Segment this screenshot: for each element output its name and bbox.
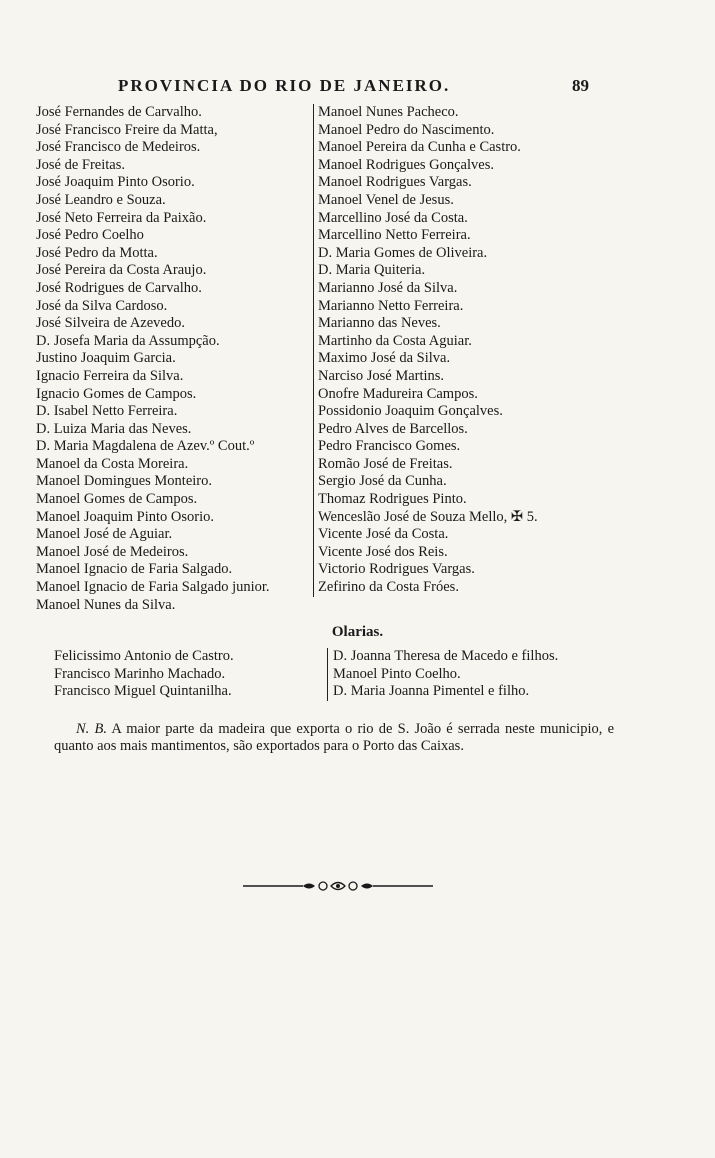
list-item: D. Maria Magdalena de Azev.º Cout.º — [36, 438, 255, 455]
list-item: Zefirino da Costa Fróes. — [318, 579, 459, 596]
list-item: Manoel Ignacio de Faria Salgado. — [36, 561, 233, 578]
list-item: Wenceslão José de Souza Mello, ✠ 5. — [318, 508, 538, 525]
list-item: Francisco Miguel Quintanilha. — [54, 683, 232, 700]
list-item: Pedro Francisco Gomes. — [318, 438, 461, 455]
list-item: Manoel da Costa Moreira. — [36, 455, 189, 472]
list-item: José Francisco Freire da Matta, — [36, 121, 218, 138]
list-item: Sergio José da Cunha. — [318, 473, 447, 490]
list-item: Manoel Venel de Jesus. — [318, 191, 454, 208]
list-item: Narciso José Martins. — [318, 367, 445, 384]
list-item: Manoel Ignacio de Faria Salgado junior. — [36, 579, 270, 596]
list-item: D. Maria Quiteria. — [318, 262, 426, 279]
list-item: José Joaquim Pinto Osorio. — [36, 174, 195, 191]
list-item: D. Josefa Maria da Assumpção. — [36, 332, 220, 349]
list-item: José Silveira de Azevedo. — [36, 315, 185, 332]
list-item: Vicente José dos Reis. — [318, 543, 448, 560]
list-item: José Pereira da Costa Araujo. — [36, 262, 207, 279]
list-item: Manoel Nunes da Silva. — [36, 596, 176, 613]
list-item: José Pedro da Motta. — [36, 244, 158, 261]
list-item: Possidonio Joaquim Gonçalves. — [318, 403, 503, 420]
list-item: Victorio Rodrigues Vargas. — [318, 561, 475, 578]
list-item: Manoel Joaquim Pinto Osorio. — [36, 508, 215, 525]
ornamental-rule-icon — [243, 878, 433, 894]
running-head — [0, 76, 715, 100]
names-left-column — [36, 104, 312, 614]
list-item: Francisco Marinho Machado. — [54, 665, 226, 682]
list-item: Maximo José da Silva. — [318, 350, 451, 367]
page-number: 89 — [572, 76, 589, 95]
list-item: Justino Joaquim Garcia. — [36, 350, 176, 367]
list-item: Martinho da Costa Aguiar. — [318, 332, 472, 349]
list-item: José de Freitas. — [36, 156, 125, 173]
list-item: José Pedro Coelho — [36, 227, 144, 244]
list-item: Manoel José de Aguiar. — [36, 526, 173, 543]
list-item: José Leandro e Souza. — [36, 191, 166, 208]
nota-bene-label: N. B. — [76, 720, 107, 737]
list-item: D. Luiza Maria das Neves. — [36, 420, 192, 437]
list-item: Manoel Nunes Pacheco. — [318, 104, 459, 120]
list-item: José Neto Ferreira da Paixão. — [36, 209, 207, 226]
list-item: Ignacio Ferreira da Silva. — [36, 367, 184, 384]
list-item: José Francisco de Medeiros. — [36, 139, 201, 156]
list-item: Manoel Pinto Coelho. — [333, 665, 461, 682]
list-item: D. Maria Gomes de Oliveira. — [318, 244, 488, 261]
list-item: Manoel Gomes de Campos. — [36, 491, 198, 508]
list-item: D. Isabel Netto Ferreira. — [36, 403, 178, 420]
list-item: Romão José de Freitas. — [318, 455, 453, 472]
olarias-right-column — [327, 648, 623, 701]
list-item: Manoel Rodrigues Gonçalves. — [318, 156, 494, 173]
list-item: Manoel Domingues Monteiro. — [36, 473, 212, 490]
list-item: Manoel Pedro do Nascimento. — [318, 121, 495, 138]
list-item: Felicissimo Antonio de Castro. — [54, 648, 234, 664]
list-item: José Rodrigues de Carvalho. — [36, 279, 202, 296]
nota-bene-text: A maior parte da madeira que exporta o rio de S. João é serrada neste municipio, e quanto aos mais mantimentos, são exportados para o Porto das Caixas. — [54, 720, 615, 755]
list-item: Pedro Alves de Barcellos. — [318, 420, 468, 437]
list-item: Manoel Rodrigues Vargas. — [318, 174, 472, 191]
olarias-heading: Olarias. — [331, 624, 384, 640]
list-item: Marianno José da Silva. — [318, 279, 458, 296]
list-item: Ignacio Gomes de Campos. — [36, 385, 197, 402]
list-item: Marcellino José da Costa. — [318, 209, 468, 226]
list-item: José Fernandes de Carvalho. — [36, 104, 202, 120]
list-item: José da Silva Cardoso. — [36, 297, 168, 314]
list-item: Onofre Madureira Campos. — [318, 385, 478, 402]
list-item: Marianno Netto Ferreira. — [318, 297, 464, 314]
olarias-left-column — [54, 648, 324, 701]
list-item: Marcellino Netto Ferreira. — [318, 227, 471, 244]
list-item: Vicente José da Costa. — [318, 526, 449, 543]
list-item: D. Joanna Theresa de Macedo e filhos. — [333, 648, 559, 664]
names-right-column — [313, 104, 608, 597]
list-item: Thomaz Rodrigues Pinto. — [318, 491, 467, 508]
list-item: Manoel José de Medeiros. — [36, 543, 189, 560]
running-title: PROVINCIA DO RIO DE JANEIRO. — [118, 76, 451, 95]
nota-bene-paragraph — [54, 721, 614, 756]
list-item: D. Maria Joanna Pimentel e filho. — [333, 683, 530, 700]
list-item: Manoel Pereira da Cunha e Castro. — [318, 139, 521, 156]
list-item: Marianno das Neves. — [318, 315, 441, 332]
